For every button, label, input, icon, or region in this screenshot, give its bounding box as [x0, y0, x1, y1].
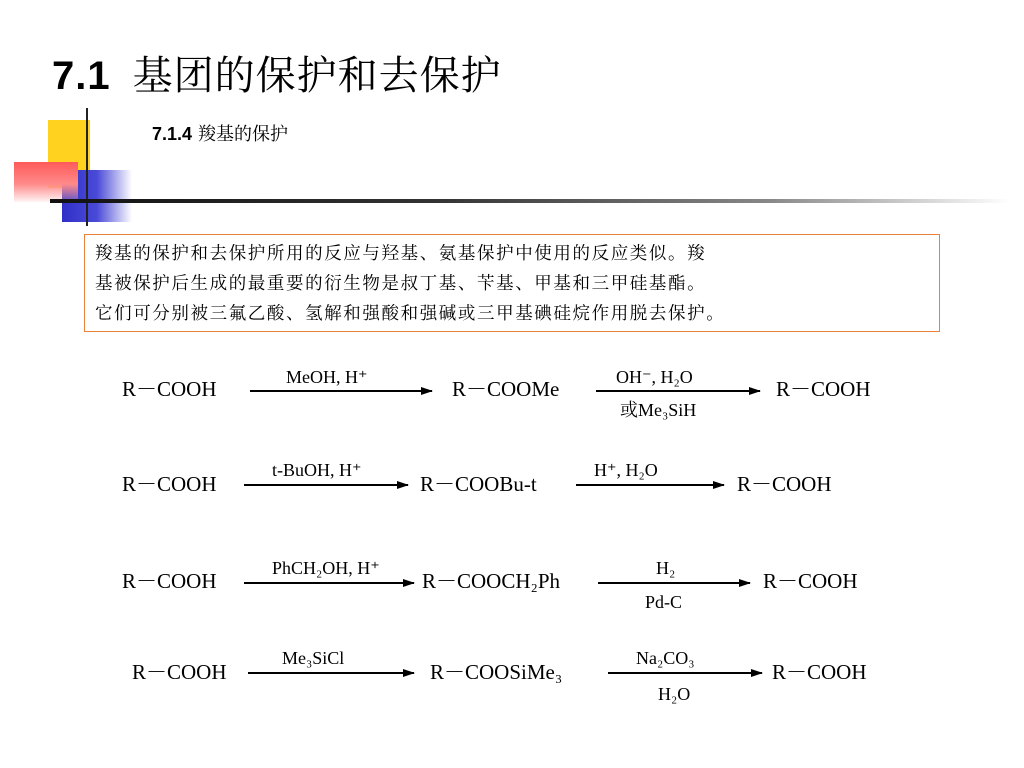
- product: R－COOH: [772, 660, 867, 684]
- intermediate: R－COOMe: [452, 377, 560, 401]
- reagent-below: Pd-C: [645, 592, 683, 612]
- reagent-below: 或Me₃SiH: [620, 400, 697, 420]
- reagent-above: Na₂CO₃: [636, 648, 695, 668]
- decor-red-square: [14, 162, 78, 202]
- intro-line: 它们可分别被三氟乙酸、氢解和强酸和强碱或三甲基碘硅烷作用脱去保护。: [95, 304, 726, 324]
- intro-line: 羧基的保护和去保护所用的反应与羟基、氨基保护中使用的反应类似。羧: [95, 244, 707, 264]
- intro-text-box: [84, 234, 940, 332]
- reagent-above: MeOH, H⁺: [286, 367, 368, 387]
- reagent-above: H⁺, H₂O: [594, 460, 658, 480]
- reaction-row: [122, 460, 832, 496]
- slide-title: [52, 44, 502, 101]
- decor-vertical-line: [86, 108, 88, 226]
- title-underline: [50, 199, 1010, 203]
- reaction-row: [122, 558, 858, 612]
- reaction-row: [122, 367, 871, 420]
- reactant: R－COOH: [132, 660, 227, 684]
- intermediate: R－COOSiMe₃: [430, 660, 563, 684]
- slide-title-text: 基团的保护和去保护: [132, 53, 502, 99]
- reagent-above: H₂: [656, 558, 676, 578]
- intermediate: R－COOCH₂Ph: [422, 569, 561, 593]
- slide-title-number: 7.1: [52, 54, 111, 98]
- product: R－COOH: [737, 472, 832, 496]
- reagent-above: OH⁻, H₂O: [616, 367, 693, 387]
- product: R－COOH: [776, 377, 871, 401]
- product: R－COOH: [763, 569, 858, 593]
- reagent-above: t-BuOH, H⁺: [272, 460, 362, 480]
- section-subtitle: [152, 120, 288, 146]
- reactant: R－COOH: [122, 569, 217, 593]
- intermediate: R－COOBu-t: [420, 472, 537, 496]
- reagent-above: Me₃SiCl: [282, 648, 345, 668]
- reagent-below: H₂O: [658, 684, 691, 704]
- section-number: 7.1.4: [152, 124, 193, 144]
- intro-line: 基被保护后生成的最重要的衍生物是叔丁基、苄基、甲基和三甲硅基酯。: [95, 274, 707, 294]
- reaction-schemes: [0, 340, 1024, 750]
- section-title: 羧基的保护: [198, 124, 289, 145]
- reactant: R－COOH: [122, 472, 217, 496]
- reactant: R－COOH: [122, 377, 217, 401]
- reaction-row: [132, 648, 867, 704]
- reagent-above: PhCH₂OH, H⁺: [272, 558, 380, 578]
